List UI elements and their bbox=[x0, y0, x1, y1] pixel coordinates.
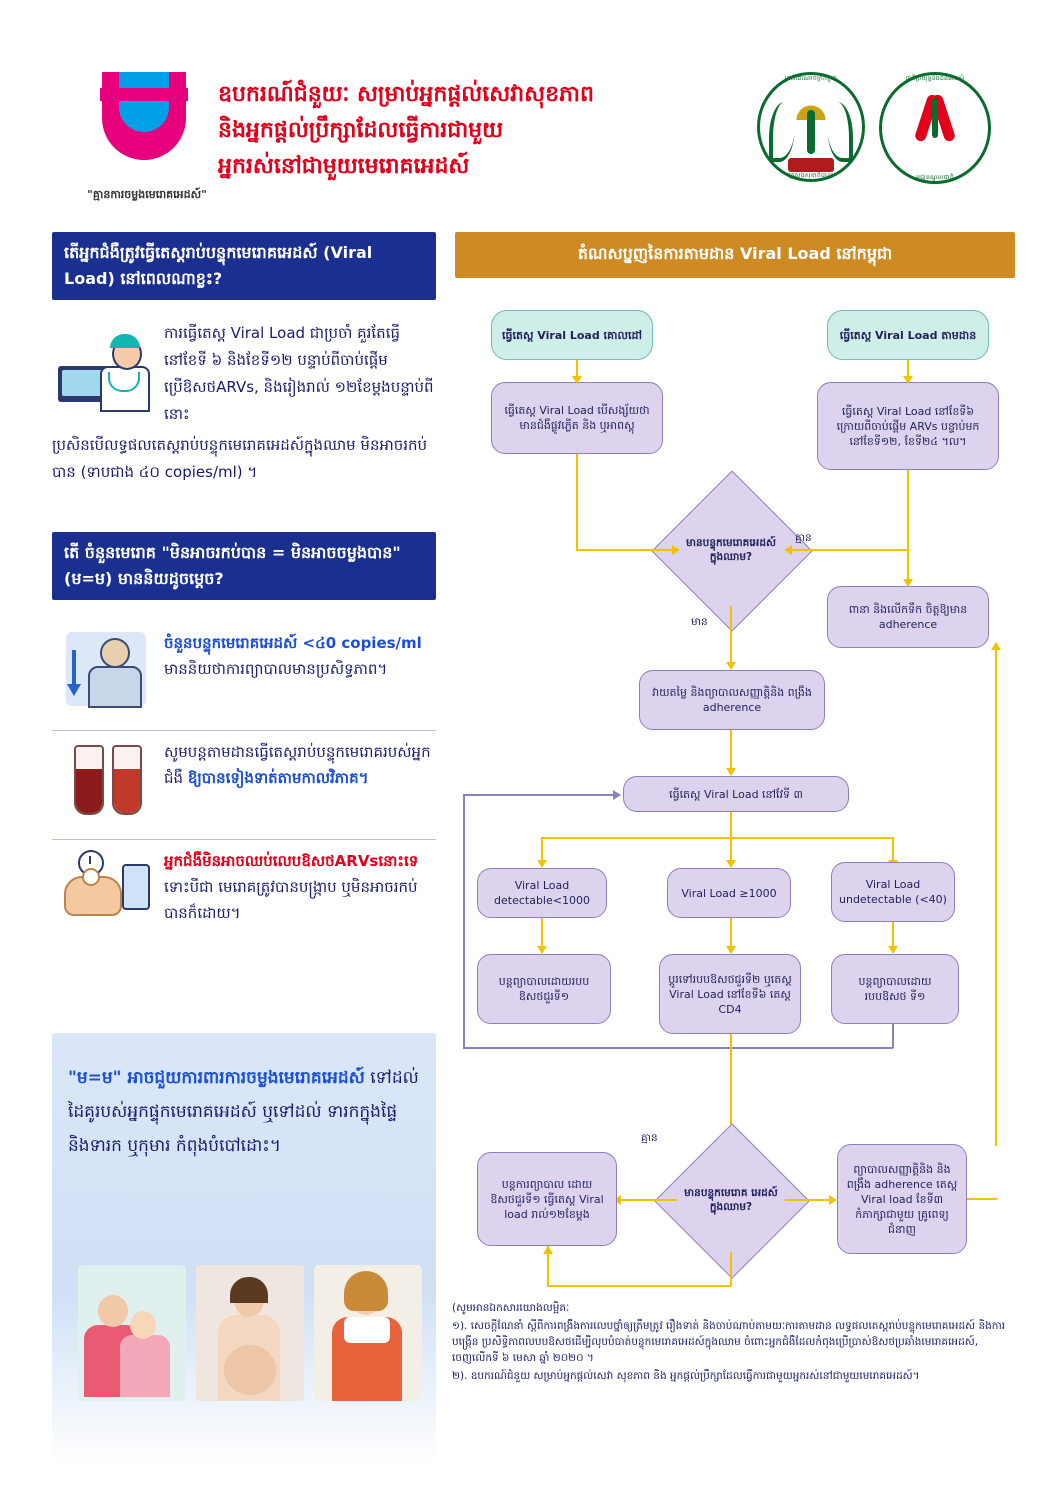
list-item bbox=[52, 622, 436, 730]
un-aids-logo-icon bbox=[92, 72, 197, 182]
edge-arrow bbox=[726, 946, 736, 954]
list-item-rest: ទោះបីជា មេរោគត្រូវបានបង្ក្រាប ឬមិនអាចរកប់បានក៏ដោយ។ bbox=[164, 878, 418, 922]
question-1-heading: តើអ្នកជំងឺត្រូវធ្វើតេស្តរាប់បន្ទុកមេរោគអេដស៍ (Viral Load) នៅពេលណាខ្លះ? bbox=[52, 232, 436, 300]
person-viral-load-icon bbox=[60, 632, 152, 706]
flow-node-continue-regimen-1[interactable]: បន្តព្យាបាលដោយ របបឱសថ ទី១ bbox=[831, 954, 959, 1024]
edge bbox=[576, 454, 578, 550]
edge bbox=[785, 1199, 833, 1201]
flowchart-column bbox=[455, 232, 1015, 1332]
edge-arrow bbox=[537, 860, 547, 868]
uu-message-rest: ទៅដល់ដៃគូរបស់អ្នកផ្ទុកមេរោគអេដស៍ ឬទៅដល់ ទារកក្នុងផ្ទៃ និងទារក ឬកុមារ កំពុងបំបៅដោះ។ bbox=[68, 1068, 419, 1156]
list-item-text bbox=[164, 739, 436, 791]
flow-node-final-continue[interactable]: បន្តការព្យាបាល ដោយ ឱសថជួរទី១ ធ្វើតេស្ត Viral load រាល់១២ខែម្តង bbox=[477, 1152, 617, 1246]
logo-caption: "គ្មានការចម្លងមេរោគអេដស៍" bbox=[87, 188, 207, 201]
edge-arrow bbox=[888, 946, 898, 954]
blood-tubes-icon bbox=[60, 741, 152, 815]
edge-label-no-1: គ្មាន bbox=[795, 532, 812, 544]
list-item-highlight: ឱ្យបានទៀងទាត់តាមកាលវិភាគ។ bbox=[187, 769, 369, 787]
list-item-highlight: ចំនួនបន្ទុកមេរោគអេដស៍ <៤0 copies/ml bbox=[164, 634, 422, 652]
question-1-text-top: ការធ្វើតេស្ត Viral Load ជាប្រចាំ គួរតែធ្វើនៅខែទី ៦ និងខែទី១២ បន្ទាប់ពីចាប់ផ្តើមប្រើឱសថARVs, និងរៀងរាល់ ១២ខែម្តងបន្ទាប់ពីនោះ bbox=[164, 324, 434, 423]
flow-node-right-top[interactable]: ធ្វើតេស្ត Viral Load នៅខែទី៦ ក្រោយពីចាប់ផ្តើម ARVs បន្ទាប់មកនៅខែទី១២, ខែទី២៤ ។ល។ bbox=[817, 382, 999, 470]
edge bbox=[730, 1252, 732, 1286]
footnote-item: ១). សេចក្តីណែនាំ ស្តីពីការពង្រឹងការលេបថ្នាំឲ្យត្រឹមត្រូវ រឿងទាត់ និងចាប់ណាប់តាមយៈការតាមដាន លទ្ធផលតេស្តរាប់បន្ទុកមេរោគអេដស៍ និងការបង្ក្រើន ប្រសិទ្ធិភាពលបបឱសថដើម្បីលុបបំបាត់បន្ទុកមេរោគអេដស៍ក្នុងឈាម ចំពោះអ្នកជំងឺដែលកំពុងប្រើប្រាស់ឱសថប្រឆាំងមេរោគអេដស៍, ចេញលេីកទី ៦ មេសា ឆ្នាំ ២០២០ ។ bbox=[452, 1320, 1006, 1364]
footnotes bbox=[452, 1300, 1018, 1386]
footnote-intro: (សូមអានឯកសារយោងលម្អិតៈ bbox=[452, 1302, 570, 1314]
edge bbox=[463, 1047, 893, 1049]
flow-node-result-undetectable[interactable]: Viral Load undetectable (<40) bbox=[831, 862, 955, 922]
page-header bbox=[0, 0, 1058, 225]
flow-node-result-detectable-lt1000[interactable]: Viral Load detectable<1000 bbox=[477, 868, 607, 918]
flow-node-start-routine[interactable]: ធ្វើតេស្ត Viral Load តាមដាន bbox=[827, 310, 989, 360]
edge bbox=[547, 1246, 549, 1286]
list-item-pre: សូមបន្តតាមដានធ្វើតេស្តរាប់បន្ទុកមេរោគរបស់អ្នកជំងឺ bbox=[164, 743, 431, 787]
edge bbox=[547, 1285, 731, 1287]
flowchart-title: តំណសប្ហ្ញញនៃការតាមដាន Viral Load នៅកម្ពុជា bbox=[455, 232, 1015, 278]
edge-arrow bbox=[726, 662, 736, 670]
mother-and-child-photo bbox=[78, 1265, 186, 1401]
doctor-at-computer-icon bbox=[56, 328, 156, 420]
edge bbox=[907, 549, 909, 583]
edge-arrow bbox=[537, 946, 547, 954]
edge bbox=[541, 837, 893, 839]
list-item bbox=[52, 840, 436, 948]
edge bbox=[576, 549, 676, 551]
question-1-text-bottom: ប្រសិនបើលទ្ធផលតេស្តរាប់បន្ទុកមេរោគអេដស៍ក្នុងឈាម មិនអាចរកប់បាន (ទាបជាង ៤០ copies/ml) ។ bbox=[52, 436, 428, 481]
flow-node-final-specialist[interactable]: ព្យាបាលសញ្ញាត្តិនិង និងពង្រឹង adherence តេស្ត Viral load ខែទី៣ កំភាក្សាជាមួយ គ្រូពេទ្យជំនាញ bbox=[837, 1144, 967, 1254]
edge bbox=[617, 1199, 677, 1201]
edge bbox=[892, 1024, 894, 1048]
edge bbox=[463, 794, 465, 1048]
question-2-heading: តើ ចំនួនមេរោគ "មិនអាចរកប់បាន = មិនអាចចម្លងបាន" (ម=ម) មាននិយដូចម្តេច? bbox=[52, 532, 436, 600]
flow-node-switch-second-line[interactable]: ប្តូរទៅរបបឱសថជួរទី២ ឬតេស្ត Viral Load នៅខែទី៦ តេស្ត CD4 bbox=[659, 954, 801, 1034]
edge bbox=[730, 606, 732, 668]
flow-node-adherence-support[interactable]: ពានា និងលើកទឹក ចិត្តឱ្យមាន adherence bbox=[827, 586, 989, 648]
list-item bbox=[52, 731, 436, 839]
flow-decision-1-label[interactable]: មានបន្ទុកមេរោគអេដស៍ ក្នុងឈាម? bbox=[686, 537, 776, 563]
edge bbox=[786, 549, 908, 551]
edge-arrow bbox=[991, 642, 1001, 650]
edge bbox=[907, 470, 909, 550]
flow-node-left-top[interactable]: ធ្វើតេស្ត Viral Load បើសង្ស័យថា មានជំងឺផ្លូវភ្លើត និង ឬអាពស្តុ bbox=[491, 382, 663, 454]
emblem-moh-bottom-text: ក្រសួងសុខាភិបាល bbox=[788, 172, 834, 179]
edge-arrow bbox=[726, 768, 736, 776]
edge-label-no-2: គ្មាន bbox=[641, 1132, 658, 1144]
title-line-2: និងអ្នកផ្តល់ប្រឹក្សាដែលធ្វើការជាមួយ bbox=[218, 118, 504, 143]
edge bbox=[967, 1198, 997, 1200]
title-line-1: ឧបករណ៍ជំនួយៈ សម្រាប់អ្នកផ្តល់សេវាសុខភាព bbox=[218, 82, 594, 107]
edge bbox=[995, 648, 997, 1146]
edge-label-yes: មាន bbox=[691, 616, 708, 628]
edge bbox=[463, 794, 615, 796]
uu-message-text bbox=[68, 1061, 424, 1163]
title-line-3: អ្នករស់នៅជាមួយមេរោគអេដស៍ bbox=[218, 154, 470, 179]
edge-arrow bbox=[829, 1195, 837, 1205]
list-item-highlight: អ្នកជំងឺមិនអាចឈប់លេបឱសថARVsនោះទេ bbox=[164, 852, 419, 870]
edge-arrow bbox=[903, 579, 913, 587]
flow-node-continue-first-line[interactable]: បន្តព្យាបាលដោយរបប ឱសថជួរទី១ bbox=[477, 954, 611, 1024]
flow-node-start-target[interactable]: ធ្វើតេស្ត Viral Load គោលដៅ bbox=[491, 310, 653, 360]
list-item-text bbox=[164, 848, 436, 926]
edge-arrow bbox=[672, 545, 680, 555]
page-title bbox=[218, 78, 738, 186]
flow-node-retest-month-3[interactable]: ធ្វើតេស្ត Viral Load នៅវែទី ៣ bbox=[623, 776, 849, 812]
edge-arrow bbox=[613, 790, 621, 800]
emblem-nchads-top-text: ជាតិប្រយុទ្ធនឹងជំងឺអេដស៍ bbox=[905, 75, 965, 82]
edge-arrow bbox=[903, 376, 913, 384]
pill-clock-icon bbox=[60, 850, 152, 924]
flow-node-counsel-adherence[interactable]: វាយតម្លៃ និងព្យាបាលសញ្ញាត្តិនិង ពង្រឹង adherence bbox=[639, 670, 825, 730]
emblem-moh-top-text: ព្រះរាជាណាចក្រកម្ពុជា bbox=[784, 75, 838, 82]
list-item-rest: មាននិយថាការព្យាបាលមានប្រសិទ្ធភាព។ bbox=[164, 660, 388, 678]
flow-node-result-ge1000[interactable]: Viral Load ≥1000 bbox=[667, 868, 791, 918]
edge-arrow bbox=[726, 860, 736, 868]
woman-portrait-photo bbox=[314, 1265, 422, 1401]
nchads-emblem-icon bbox=[879, 72, 991, 184]
flowchart-canvas bbox=[455, 296, 1015, 1356]
uu-message-block bbox=[52, 1033, 436, 1463]
ministry-of-health-emblem-icon bbox=[757, 72, 865, 182]
flow-decision-2-label[interactable]: មានបន្ទុកមេរោគ អេដស៍ក្នុងឈាម? bbox=[684, 1187, 778, 1213]
footnote-item: ២). ឧបករណ៍ជំនួយ សម្រាប់អ្នកផ្តល់សេវា សុខភាព និង អ្នកផ្តល់ប្រឹក្សាដែលធ្វើការជាមួយអ្នករស់នៅជាមួយមេរោគអេដស៍។ bbox=[452, 1370, 920, 1382]
uu-message-highlight: "ម=ម" អាចជួយការពារការចម្លងមេរោគអេដស៍ bbox=[68, 1068, 365, 1088]
photo-strip bbox=[68, 1265, 420, 1415]
key-points-list bbox=[52, 622, 436, 948]
edge bbox=[730, 812, 732, 838]
pregnant-woman-photo bbox=[196, 1265, 304, 1401]
emblem-nchads-bottom-text: មជ្ឈមណ្ឌលជាតិ bbox=[916, 174, 954, 181]
edge-arrow bbox=[572, 376, 582, 384]
list-item-text bbox=[164, 630, 436, 682]
